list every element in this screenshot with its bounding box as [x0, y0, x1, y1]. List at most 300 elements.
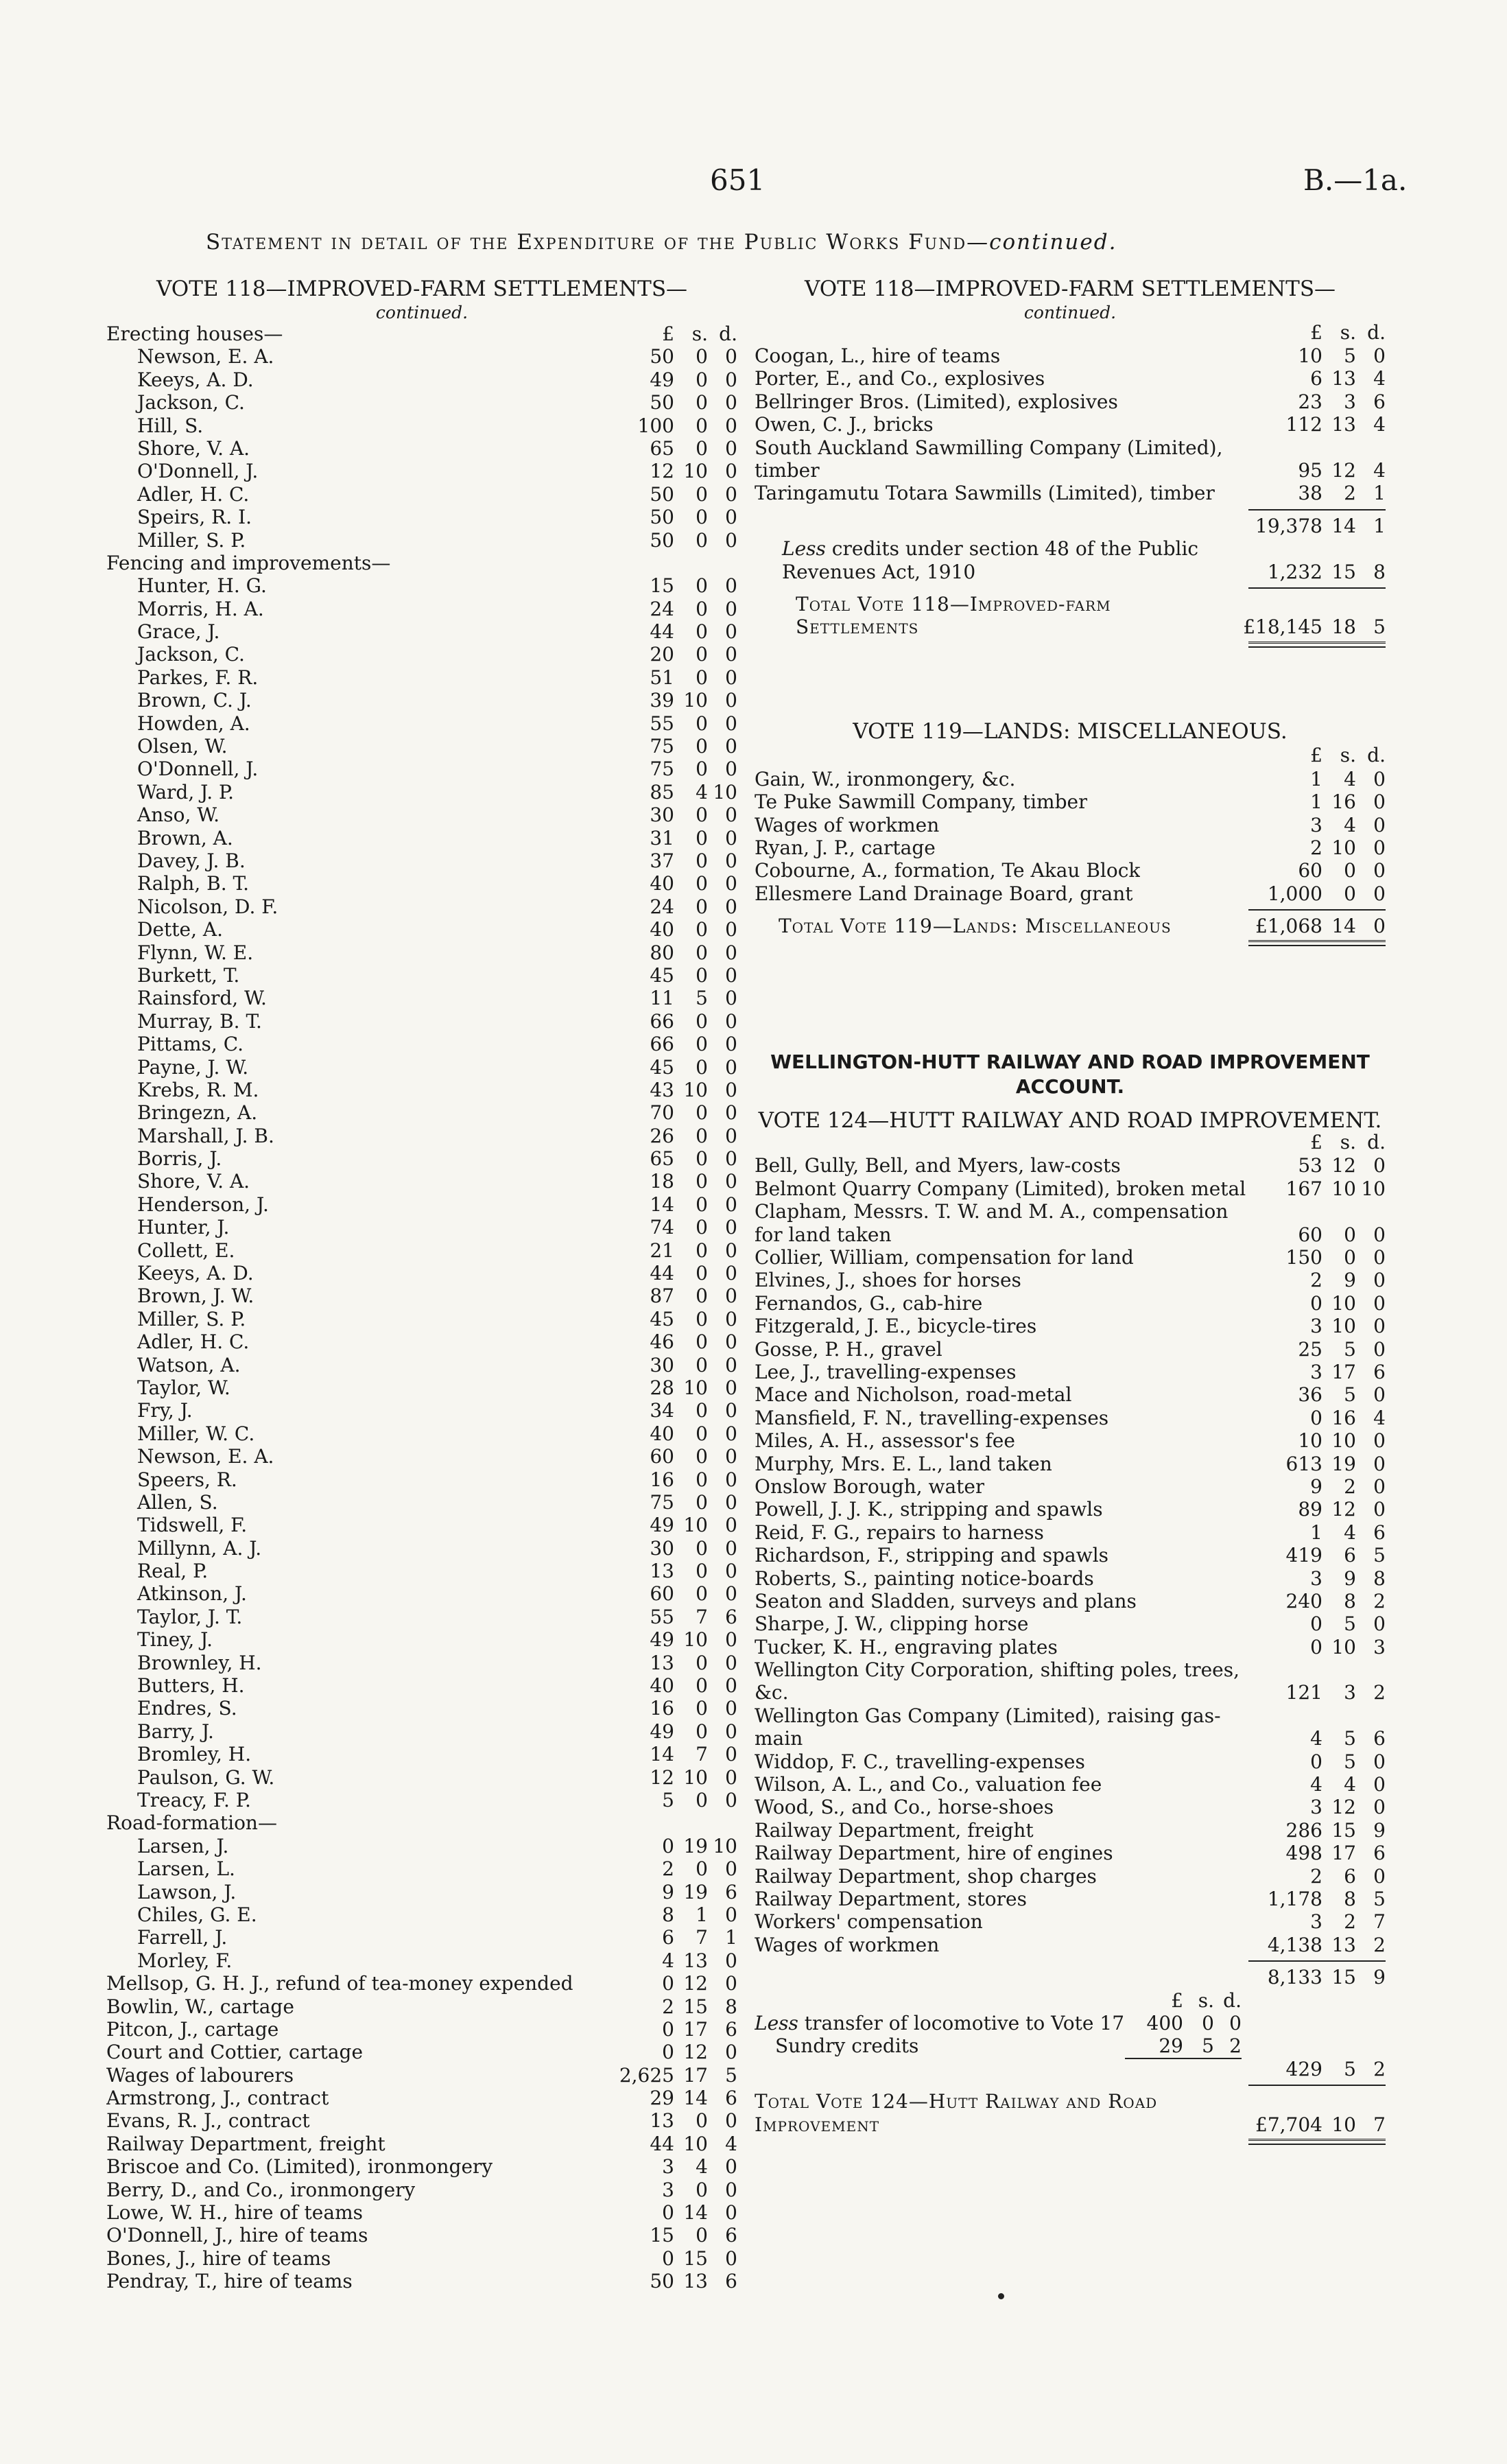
entry-pounds: 49 — [650, 1720, 674, 1743]
entry-name: Dette, A. — [137, 918, 224, 941]
entry-pence: 0 — [725, 460, 737, 483]
entry-pounds: 6 — [1310, 367, 1322, 390]
total-pence: 5 — [1373, 615, 1386, 639]
entry-name: Morris, H. A. — [137, 597, 264, 620]
entry-pounds: 89 — [1298, 1498, 1322, 1521]
entry-shillings: 5 — [1344, 1727, 1356, 1750]
entry-pounds: 30 — [650, 1536, 674, 1560]
entry-name: Tidswell, F. — [137, 1514, 248, 1537]
entry-name: Morley, F. — [137, 1949, 233, 1972]
entry-shillings: 12 — [1331, 1796, 1356, 1819]
entry-row — [106, 1926, 737, 1949]
entry-shillings: 3 — [1344, 1681, 1356, 1704]
entry-pounds: 2 — [1310, 1269, 1322, 1292]
entry-pounds: 46 — [650, 1330, 674, 1354]
entry-pounds: 60 — [650, 1445, 674, 1468]
entry-pounds: 44 — [650, 620, 674, 644]
entry-pounds: 23 — [1298, 390, 1322, 413]
entry-pence: 0 — [725, 1720, 737, 1743]
entry-name: Farrell, J. — [137, 1926, 228, 1949]
entry-shillings: 13 — [1331, 1933, 1356, 1956]
entry-name: Brown, C. J. — [137, 689, 252, 712]
entry-pounds: 0 — [1310, 1291, 1322, 1315]
entry-pence: 0 — [725, 1674, 737, 1698]
entry-shillings: 2 — [1344, 482, 1356, 505]
entry-name: O'Donnell, J., hire of teams — [106, 2224, 368, 2247]
entry-shillings: 10 — [683, 689, 708, 712]
entry-shillings: 10 — [683, 2132, 708, 2155]
entry-pence: 0 — [725, 1376, 737, 1399]
entry-pence: 0 — [725, 391, 737, 414]
entry-pounds: 13 — [650, 2109, 674, 2133]
entry-row — [106, 918, 737, 941]
entry-name: Court and Cottier, cartage — [106, 2041, 364, 2064]
entry-pounds: 66 — [650, 1009, 674, 1033]
entry-row — [106, 1720, 737, 1743]
entry-shillings: 4 — [1344, 767, 1356, 790]
vote-124-currency-header — [755, 1132, 1386, 1154]
entry-name: Gosse, P. H., gravel — [755, 1337, 942, 1361]
entry-pence: 0 — [725, 987, 737, 1010]
entry-pence: 0 — [725, 803, 737, 827]
vote-124-total-shillings: 10 — [1331, 2113, 1356, 2136]
entry-name: Taylor, J. T. — [137, 1605, 243, 1628]
entry-pounds: 16 — [650, 1468, 674, 1491]
entry-pence: 1 — [725, 1926, 737, 1949]
entry-pence: 0 — [725, 414, 737, 437]
entry-shillings: 5 — [1344, 344, 1356, 367]
less-total-pounds: 429 — [1285, 2057, 1322, 2080]
entry-pounds: 15 — [650, 2224, 674, 2247]
entry-shillings: 0 — [696, 712, 708, 735]
entry-pence: 10 — [1361, 1177, 1386, 1200]
entry-shillings: 0 — [696, 1422, 708, 1445]
entry-row — [755, 1819, 1386, 1842]
entry-name: Hunter, J. — [137, 1216, 230, 1239]
entry-pence: 6 — [725, 2224, 737, 2247]
entry-row — [106, 895, 737, 918]
entry-row — [106, 849, 737, 872]
entry-row — [755, 1567, 1386, 1590]
entry-pounds: 0 — [662, 2017, 674, 2041]
pounds-header: £ — [1310, 1131, 1322, 1154]
entry-pence: 0 — [725, 1560, 737, 1583]
entry-pence: 6 — [725, 2017, 737, 2041]
shillings-header: s. — [1340, 744, 1356, 767]
entry-name: Seaton and Sladden, surveys and plans — [755, 1589, 1137, 1612]
entry-shillings: 0 — [696, 803, 708, 827]
entry-shillings: 10 — [683, 1628, 708, 1652]
entry-shillings: 10 — [683, 460, 708, 483]
entry-pounds: 11 — [650, 987, 674, 1010]
entry-shillings: 0 — [696, 1697, 708, 1720]
entry-row — [106, 735, 737, 758]
entry-row — [106, 2270, 737, 2292]
entry-pence: 0 — [725, 1033, 737, 1056]
entry-row — [106, 1903, 737, 1926]
entry-name: Widdop, F. C., travelling-expenses — [755, 1750, 1085, 1773]
entry-shillings: 10 — [1331, 1429, 1356, 1453]
entry-name: Shore, V. A. — [137, 436, 250, 460]
entry-pounds: 0 — [1310, 1635, 1322, 1658]
entry-name: Tiney, J. — [137, 1628, 213, 1652]
vote-118-continued-right: continued. — [1023, 303, 1117, 322]
transfer-text: transfer of locomotive to Vote 17 — [798, 2011, 1125, 2034]
entry-shillings: 1 — [696, 1903, 708, 1926]
transfer-shillings: 0 — [1202, 2011, 1214, 2034]
entry-row — [106, 1995, 737, 2018]
entry-row — [755, 482, 1386, 504]
entry-name: Taringamutu Totara Sawmills (Limited), timber — [755, 482, 1215, 505]
entry-pence: 0 — [725, 1353, 737, 1376]
entry-row — [755, 1934, 1386, 1956]
entry-shillings: 0 — [696, 735, 708, 758]
entry-name: O'Donnell, J. — [137, 460, 259, 483]
entry-name: Brown, J. W. — [137, 1284, 254, 1308]
entry-row — [755, 1338, 1386, 1361]
subtotal-pence: 1 — [1373, 514, 1386, 537]
entry-pence: 0 — [725, 712, 737, 735]
entry-name: Ellesmere Land Drainage Board, grant — [755, 882, 1133, 905]
entry-shillings: 0 — [696, 1124, 708, 1147]
entry-row — [106, 1514, 737, 1536]
entry-name: Collett, E. — [137, 1239, 235, 1262]
entry-shillings: 12 — [683, 1972, 708, 1995]
entry-name: Fitzgerald, J. E., bicycle-tires — [755, 1315, 1037, 1338]
entry-name: Bellringer Bros. (Limited), explosives — [755, 390, 1118, 413]
entry-shillings: 10 — [1331, 1177, 1356, 1200]
entry-pounds: 16 — [650, 1697, 674, 1720]
entry-pounds: 66 — [650, 1033, 674, 1056]
entry-row — [755, 1361, 1386, 1383]
less-pounds: 1,232 — [1267, 560, 1322, 583]
entry-row — [106, 2224, 737, 2246]
entry-shillings: 10 — [683, 1514, 708, 1537]
group-title — [106, 1811, 737, 1834]
entry-shillings: 8 — [1344, 1888, 1356, 1911]
transfer-pence: 0 — [1229, 2011, 1242, 2034]
entry-name: Evans, R. J., contract — [106, 2109, 310, 2133]
entry-name: Mellsop, G. H. J., refund of tea-money expended — [106, 1972, 573, 1995]
entry-shillings: 0 — [696, 1582, 708, 1606]
entry-pounds: 14 — [650, 1193, 674, 1216]
entry-pence: 0 — [725, 1468, 737, 1491]
entry-pounds: 100 — [637, 414, 674, 437]
entry-row — [106, 1789, 737, 1811]
entry-pence: 1 — [1373, 482, 1386, 505]
entry-shillings: 0 — [696, 1330, 708, 1354]
entry-pence: 0 — [1373, 344, 1386, 367]
vote-124-total-pounds: £7,704 — [1255, 2113, 1322, 2136]
entry-name: Brownley, H. — [137, 1651, 262, 1674]
entry-shillings: 0 — [696, 1536, 708, 1560]
entry-pence: 6 — [725, 1880, 737, 1903]
entry-shillings: 6 — [1344, 1544, 1356, 1567]
entry-name: Railway Department, shop charges — [755, 1864, 1097, 1888]
group-title-text: Fencing and improvements— — [106, 551, 391, 574]
entry-name: Sharpe, J. W., clipping horse — [755, 1612, 1029, 1636]
entry-row — [755, 1888, 1386, 1910]
v124-subtotal-pence: 9 — [1373, 1966, 1386, 1989]
vote-118-subtotal — [755, 515, 1386, 537]
entry-name: Barry, J. — [137, 1720, 214, 1743]
entry-row — [755, 1246, 1386, 1269]
entry-name: Briscoe and Co. (Limited), ironmongery — [106, 2155, 493, 2179]
entry-shillings: 19 — [683, 1834, 708, 1857]
entry-row — [755, 1796, 1386, 1818]
entry-shillings: 0 — [696, 2109, 708, 2133]
entry-shillings: 0 — [696, 849, 708, 872]
entry-name: Pendray, T., hire of teams — [106, 2270, 353, 2293]
entry-shillings: 0 — [696, 666, 708, 689]
entry-name: Grace, J. — [137, 620, 220, 644]
group-title-text: Road-formation— — [106, 1811, 277, 1835]
entry-shillings: 4 — [1344, 1773, 1356, 1796]
entry-row — [106, 620, 737, 643]
entry-name: Allen, S. — [137, 1490, 218, 1514]
entry-pounds: 24 — [650, 597, 674, 620]
entry-pence: 0 — [1373, 790, 1386, 814]
entry-row — [106, 1857, 737, 1880]
entry-pence: 0 — [725, 1582, 737, 1606]
entry-pence: 0 — [725, 506, 737, 529]
entry-pounds: 2 — [662, 1857, 674, 1881]
entry-pounds: 70 — [650, 1101, 674, 1125]
entry-shillings: 17 — [683, 2063, 708, 2087]
entry-shillings: 0 — [696, 1720, 708, 1743]
vote-118-heading-right: VOTE 118—IMPROVED-FARM SETTLEMENTS— — [804, 277, 1336, 301]
entry-row — [106, 941, 737, 964]
entry-name: Lee, J., travelling-expenses — [755, 1361, 1017, 1383]
entry-row — [755, 768, 1386, 790]
entry-pounds: 49 — [650, 368, 674, 391]
account-heading: WELLINGTON-HUTT RAILWAY AND ROAD IMPROVEMENT ACCOUNT. — [770, 1051, 1370, 1099]
entry-name: Pittams, C. — [137, 1033, 244, 1056]
entry-row — [106, 1628, 737, 1651]
vote-118-entries — [755, 344, 1386, 505]
entry-row — [755, 436, 1386, 482]
entry-shillings: 7 — [696, 1926, 708, 1949]
entry-pence: 8 — [725, 1995, 737, 2018]
entry-pence: 0 — [1373, 1429, 1386, 1453]
entry-pounds: 1 — [1310, 1521, 1322, 1544]
entry-pence: 3 — [1373, 1635, 1386, 1658]
entry-name: Henderson, J. — [137, 1193, 269, 1216]
entry-name: Marshall, J. B. — [137, 1124, 274, 1147]
entry-row — [106, 1949, 737, 1972]
entry-shillings: 0 — [1344, 1223, 1356, 1246]
entry-name: Wilson, A. L., and Co., valuation fee — [755, 1773, 1102, 1796]
pounds-header: £ — [1310, 320, 1322, 344]
entry-shillings: 0 — [696, 1101, 708, 1125]
entry-name: Chiles, G. E. — [137, 1903, 257, 1926]
entry-pence: 0 — [725, 1536, 737, 1560]
entry-shillings: 5 — [1344, 1612, 1356, 1636]
group-title — [106, 322, 737, 345]
entry-pounds: 3 — [1310, 1361, 1322, 1383]
entry-shillings: 0 — [696, 1651, 708, 1674]
vote-118-less-credits — [755, 537, 1386, 583]
entry-row — [106, 506, 737, 528]
entry-pence: 0 — [1373, 1269, 1386, 1292]
entry-name: Owen, C. J., bricks — [755, 413, 934, 436]
entry-shillings: 8 — [1344, 1589, 1356, 1612]
entry-name: Watson, A. — [137, 1353, 241, 1376]
entry-pence: 0 — [725, 1055, 737, 1079]
entry-shillings: 16 — [1331, 790, 1356, 814]
entry-pounds: 121 — [1285, 1681, 1322, 1704]
entry-name: Burkett, T. — [137, 963, 240, 987]
vote-119-total-shillings: 14 — [1331, 915, 1356, 938]
vote-119-total-label: Total Vote 119—Lands: Miscellaneous — [779, 915, 1172, 938]
left-column — [106, 274, 737, 2293]
entry-pounds: 0 — [662, 2041, 674, 2064]
entry-pence: 0 — [725, 1193, 737, 1216]
entry-pence: 6 — [1373, 1361, 1386, 1383]
entry-pounds: 0 — [662, 2246, 674, 2270]
entry-pounds: 74 — [650, 1216, 674, 1239]
entry-name: Railway Department, hire of engines — [755, 1842, 1113, 1865]
entry-row — [106, 414, 737, 437]
entry-pence: 0 — [725, 368, 737, 391]
entry-pence: 0 — [1373, 882, 1386, 905]
entry-pence: 0 — [1373, 1750, 1386, 1773]
entry-row — [106, 1560, 737, 1582]
entry-shillings: 0 — [696, 506, 708, 529]
entry-shillings: 0 — [696, 436, 708, 460]
less-shillings: 15 — [1331, 560, 1356, 583]
entry-pence: 0 — [725, 2246, 737, 2270]
entry-pence: 0 — [725, 1330, 737, 1354]
entry-row — [106, 1835, 737, 1857]
entry-name: Richardson, F., stripping and spawls — [755, 1544, 1109, 1567]
entry-pounds: 37 — [650, 849, 674, 872]
vote-119-currency-header — [755, 746, 1386, 768]
entry-pounds: 51 — [650, 666, 674, 689]
entry-shillings: 10 — [1331, 1291, 1356, 1315]
entry-shillings: 0 — [696, 620, 708, 644]
entry-pence: 0 — [725, 1514, 737, 1537]
entry-pounds: 34 — [650, 1399, 674, 1422]
entry-row — [106, 1193, 737, 1216]
entry-pence: 0 — [1373, 1383, 1386, 1407]
entry-name: Taylor, W. — [137, 1376, 230, 1399]
entry-row — [106, 987, 737, 1009]
entry-shillings: 16 — [1331, 1406, 1356, 1429]
entry-name: Pitcon, J., cartage — [106, 2017, 279, 2041]
entry-pence: 0 — [1373, 1291, 1386, 1315]
entry-pounds: 60 — [1298, 859, 1322, 882]
entry-shillings: 10 — [683, 1078, 708, 1101]
entry-pence: 0 — [725, 574, 737, 598]
entry-shillings: 3 — [1344, 390, 1356, 413]
entry-shillings: 13 — [683, 2270, 708, 2293]
entry-pounds: 9 — [662, 1880, 674, 1903]
right-column — [755, 274, 1386, 2146]
entry-pounds: 10 — [1298, 1429, 1322, 1453]
entry-pence: 0 — [725, 1124, 737, 1147]
entry-pence: 4 — [1373, 458, 1386, 482]
entry-pence: 0 — [725, 1422, 737, 1445]
entry-row — [106, 2041, 737, 2063]
entry-shillings: 0 — [696, 1560, 708, 1583]
entry-name: Mace and Nicholson, road-metal — [755, 1383, 1072, 1407]
entry-row — [106, 872, 737, 895]
pounds-header: £ — [1310, 744, 1322, 767]
entry-pounds: 10 — [1298, 344, 1322, 367]
subtotal-shillings: 14 — [1331, 514, 1356, 537]
entry-pence: 0 — [725, 1743, 737, 1766]
entry-pounds: 40 — [650, 1674, 674, 1698]
entry-pence: 0 — [725, 2201, 737, 2225]
entry-name: Bowlin, W., cartage — [106, 1995, 294, 2018]
entry-shillings: 19 — [1331, 1452, 1356, 1475]
entry-name: Hill, S. — [137, 414, 204, 437]
entry-pounds: 55 — [650, 712, 674, 735]
entry-name: Mansfield, F. N., travelling-expenses — [755, 1406, 1109, 1429]
entry-row — [106, 1606, 737, 1628]
entry-pounds: 26 — [650, 1124, 674, 1147]
less-total-shillings: 5 — [1344, 2057, 1356, 2080]
entry-pounds: 2 — [1310, 1864, 1322, 1888]
entry-name: Bringezn, A. — [137, 1101, 258, 1125]
entry-pounds: 150 — [1285, 1246, 1322, 1269]
entry-name: Bromley, H. — [137, 1743, 252, 1766]
entry-pounds: 3 — [662, 2178, 674, 2201]
entry-pence: 0 — [725, 1765, 737, 1789]
entry-row — [106, 2087, 737, 2109]
entry-shillings: 15 — [1331, 1818, 1356, 1842]
entry-name: Te Puke Sawmill Company, timber — [755, 790, 1088, 814]
entry-shillings: 0 — [696, 528, 708, 552]
entry-pence: 0 — [725, 689, 737, 712]
shillings-header: s. — [1340, 320, 1356, 344]
entry-row — [755, 1475, 1386, 1498]
entry-pence: 0 — [725, 1399, 737, 1422]
entry-shillings: 10 — [1331, 1635, 1356, 1658]
total-label: Total Vote 118—Improved-farm Settlements — [796, 592, 1111, 639]
entry-pounds: 65 — [650, 1147, 674, 1171]
entry-pence: 0 — [1373, 1498, 1386, 1521]
entry-name: Payne, J. W. — [137, 1055, 249, 1079]
entry-pounds: 3 — [1310, 1910, 1322, 1934]
entry-pounds: 13 — [650, 1651, 674, 1674]
entry-name: Borris, J. — [137, 1147, 222, 1171]
statement-text: Statement in detail of the Expenditure of the Public Works Fund— — [206, 230, 990, 255]
entry-pence: 8 — [1373, 1567, 1386, 1590]
entry-pounds: 1,000 — [1267, 882, 1322, 905]
entry-pounds: 18 — [650, 1170, 674, 1193]
entry-shillings: 0 — [696, 1353, 708, 1376]
entry-row — [755, 1453, 1386, 1475]
pence-header: d. — [1367, 744, 1386, 767]
entry-pence: 9 — [1373, 1818, 1386, 1842]
entry-shillings: 0 — [696, 2224, 708, 2247]
entry-shillings: 0 — [696, 1307, 708, 1330]
entry-name: Miller, S. P. — [137, 528, 246, 552]
entry-pence: 0 — [725, 1170, 737, 1193]
entry-shillings: 0 — [696, 1193, 708, 1216]
entry-pence: 0 — [725, 1972, 737, 1995]
entry-shillings: 0 — [696, 1284, 708, 1308]
entry-pence: 0 — [725, 345, 737, 368]
entry-shillings: 14 — [683, 2087, 708, 2110]
entry-name: Olsen, W. — [137, 735, 228, 758]
entry-pounds: 0 — [1310, 1750, 1322, 1773]
entry-pounds: 20 — [650, 643, 674, 666]
entry-pence: 6 — [1373, 390, 1386, 413]
entry-name: Fry, J. — [137, 1399, 193, 1422]
